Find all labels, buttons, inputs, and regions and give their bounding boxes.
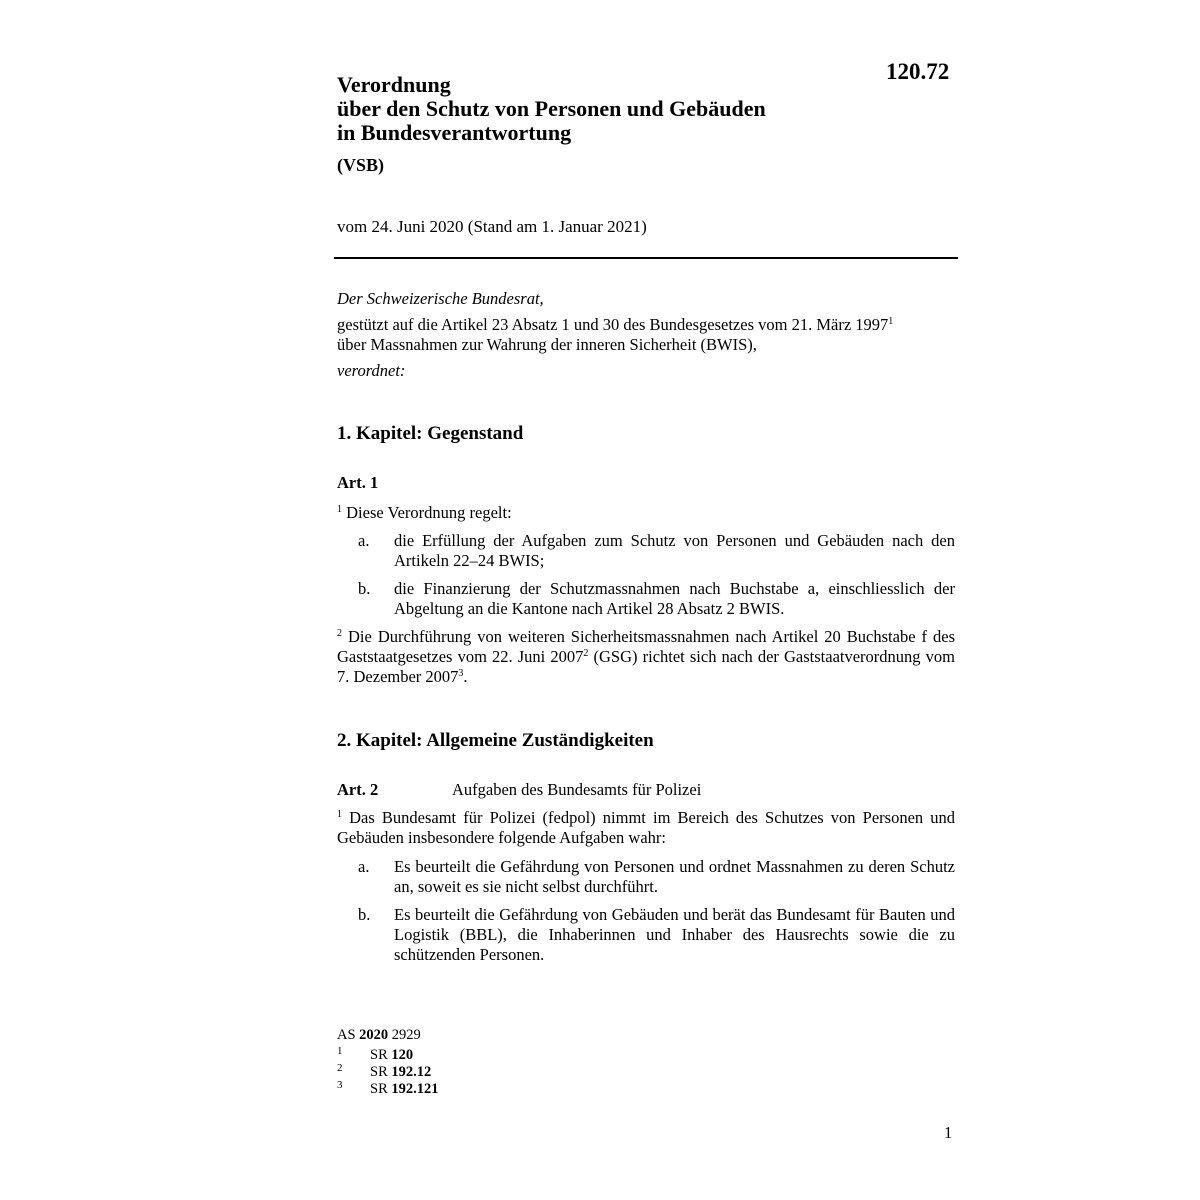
list-letter: a.: [358, 857, 370, 876]
footnote-prefix: SR: [370, 1064, 388, 1080]
list-letter: b.: [358, 579, 371, 598]
document-title: [337, 73, 766, 145]
footnote-ref-number: 120: [391, 1047, 414, 1063]
list-item-text: Es beurteilt die Gefährdung von Gebäuden und berät das Bundesamt für Bauten und Logistik (BBL), die Inhaberinnen und Inhaber des Hausrechts sowie die zu schützenden Personen.: [394, 905, 955, 964]
date-line: vom 24. Juni 2020 (Stand am 1. Januar 2021): [337, 217, 647, 236]
list-item-text: Es beurteilt die Gefährdung von Personen und ordnet Massnahmen zu deren Schutz an, soweit es sie nicht selbst durchführt.: [394, 857, 955, 896]
preamble-decree: verordnet:: [337, 361, 406, 380]
paragraph-text: (GSG) richtet sich nach der Gaststaatverordnung vom 7. Dezember 2007: [337, 647, 955, 686]
preamble-authority: Der Schweizerische Bundesrat,: [337, 289, 544, 308]
preamble-basis: [337, 315, 955, 355]
chapter-heading: 2. Kapitel: Allgemeine Zuständigkeiten: [337, 730, 654, 751]
footnote-ref: 1: [888, 316, 894, 327]
footnote-text: [370, 1047, 413, 1064]
source-prefix: AS: [337, 1027, 356, 1043]
chapter-heading: 1. Kapitel: Gegenstand: [337, 423, 524, 444]
paragraph: [337, 503, 955, 523]
paragraph-text: Das Bundesamt für Polizei (fedpol) nimmt im Bereich des Schutzes von Personen und Gebäuden insbesondere folgende Aufgaben wahr:: [337, 808, 956, 847]
footnote-ref: 3: [458, 668, 464, 679]
preamble-basis-text: gestützt auf die Artikel 23 Absatz 1 und 30 des Bundesgesetzes vom 21. März 1997: [337, 315, 889, 334]
sr-number: 120.72: [886, 59, 950, 84]
paragraph-text: .: [463, 667, 468, 686]
paragraph-text: Diese Verordnung regelt:: [346, 503, 512, 522]
title-line: in Bundesverantwortung: [337, 120, 572, 145]
footnote-text: [370, 1064, 431, 1081]
title-line: Verordnung: [337, 72, 451, 97]
paragraph-number: 1: [337, 504, 342, 515]
article-label: Art. 1: [337, 473, 379, 492]
paragraph: [337, 627, 955, 687]
list-letter: a.: [358, 531, 370, 550]
footnote-number: 3: [337, 1079, 343, 1091]
footnote-prefix: SR: [370, 1081, 388, 1097]
footnote-prefix: SR: [370, 1047, 388, 1063]
source-page: 2929: [391, 1027, 421, 1043]
header-divider: [334, 257, 958, 259]
paragraph-number: 2: [337, 628, 342, 639]
paragraph-number: 1: [337, 809, 342, 820]
footnote-number: 1: [337, 1045, 343, 1057]
article-label: Art. 2: [337, 780, 379, 799]
source-reference: [337, 1027, 421, 1044]
source-year: 2020: [359, 1027, 389, 1043]
footnote-ref-number: 192.12: [391, 1064, 432, 1080]
footnote-text: [370, 1081, 439, 1098]
paragraph: [337, 808, 955, 848]
footnote-number: 2: [337, 1062, 343, 1074]
preamble-basis-text: über Massnahmen zur Wahrung der inneren Sicherheit (BWIS),: [337, 335, 757, 354]
title-line: über den Schutz von Personen und Gebäuden: [337, 96, 766, 121]
page-number: 1: [944, 1123, 953, 1142]
list-item-text: die Finanzierung der Schutzmassnahmen nach Buchstabe a, einschliesslich der Abgeltung an die Kantone nach Artikel 28 Absatz 2 BWIS.: [394, 579, 955, 618]
paragraph-text: Die Durchführung von weiteren Sicherheitsmassnahmen nach Artikel 20 Buchstabe f des Gaststaatgesetzes vom 22. Juni 2007: [337, 627, 956, 666]
list-item-text: die Erfüllung der Aufgaben zum Schutz von Personen und Gebäuden nach den Artikeln 22–24 BWIS;: [394, 531, 955, 570]
document-abbreviation: (VSB): [337, 155, 385, 175]
article-title: Aufgaben des Bundesamts für Polizei: [452, 780, 702, 799]
footnote-ref: 2: [583, 648, 589, 659]
footnote-ref-number: 192.121: [391, 1081, 439, 1097]
list-letter: b.: [358, 905, 371, 924]
